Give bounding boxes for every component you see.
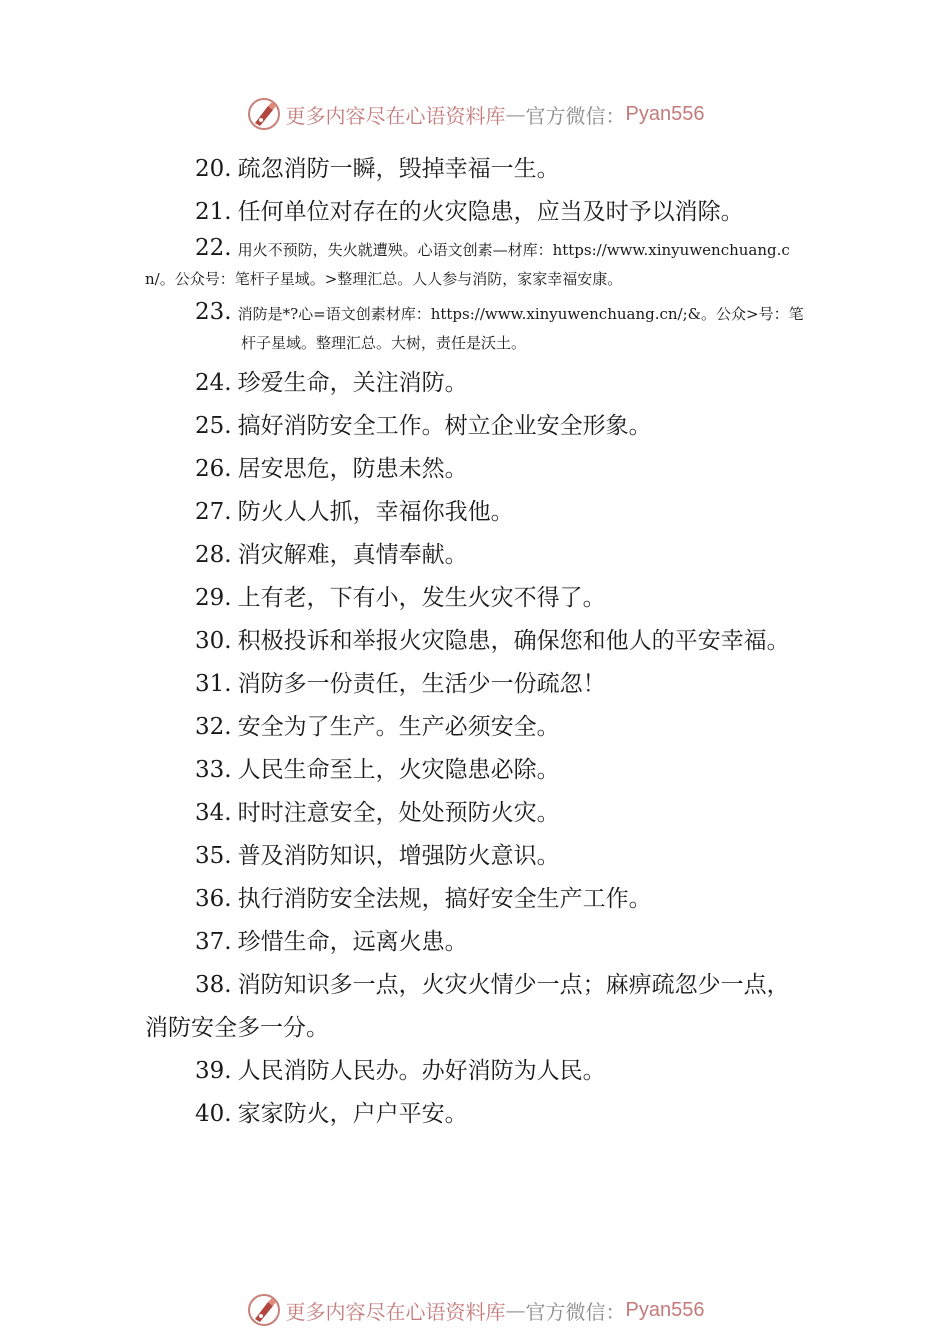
item-number: 31.	[195, 671, 232, 697]
item-number: 33.	[195, 757, 232, 783]
item-number: 20.	[195, 156, 232, 182]
item-text: 防火人人抓，幸福你我他。	[237, 499, 514, 525]
item-text: 人民消防人民办。办好消防为人民。	[237, 1058, 606, 1084]
item-number: 28.	[195, 542, 232, 568]
item-number: 22.	[195, 235, 232, 261]
list-item	[145, 878, 805, 921]
item-text: 搞好消防安全工作。树立企业安全形象。	[237, 413, 652, 439]
item-text: 时时注意安全，处处预防火灾。	[237, 800, 560, 826]
slogan-list	[145, 148, 805, 1136]
item-number: 38.	[195, 972, 232, 998]
item-text: 人民生命至上，火灾隐患必除。	[237, 757, 560, 783]
list-item	[145, 620, 805, 663]
list-item	[145, 234, 805, 294]
list-item	[145, 1050, 805, 1093]
brand-separator: —	[505, 102, 526, 126]
item-text: 消防多一份责任，生活少一份疏忽！	[237, 671, 606, 697]
item-number: 21.	[195, 199, 232, 225]
item-text: 疏忽消防一瞬，毁掉幸福一生。	[237, 156, 560, 182]
item-number: 25.	[195, 413, 232, 439]
item-number: 29.	[195, 585, 232, 611]
item-number: 24.	[195, 370, 232, 396]
list-item	[145, 835, 805, 878]
list-item	[145, 405, 805, 448]
wechat-id: Pyan556	[625, 102, 705, 125]
list-item	[145, 964, 805, 1050]
list-item	[145, 191, 805, 234]
list-item	[145, 148, 805, 191]
item-text: 珍惜生命，远离火患。	[237, 929, 468, 955]
item-text: 居安思危，防患未然。	[237, 456, 468, 482]
wechat-label: 官方微信：	[525, 1299, 626, 1324]
item-text: 积极投诉和举报火灾隐患，确保您和他人的平安幸福。	[237, 628, 790, 654]
item-number: 23.	[195, 299, 232, 325]
item-number: 34.	[195, 800, 232, 826]
list-item	[145, 921, 805, 964]
pen-nib-logo-icon	[246, 96, 282, 132]
header-brand-banner	[0, 94, 950, 134]
item-number: 26.	[195, 456, 232, 482]
item-text: 消灾解难，真情奉献。	[237, 542, 468, 568]
list-item	[145, 663, 805, 706]
item-text: 任何单位对存在的火灾隐患，应当及时予以消除。	[237, 199, 744, 225]
item-number: 40.	[195, 1101, 232, 1127]
brand-separator: —	[505, 1298, 526, 1322]
item-text: 普及消防知识，增强防火意识。	[237, 843, 560, 869]
item-number: 30.	[195, 628, 232, 654]
brand-title: 更多内容尽在心语资料库	[285, 1299, 506, 1324]
item-text: 珍爱生命，关注消防。	[237, 370, 468, 396]
item-text: 消防是*?心=语文创素材库：https://www.xinyuwenchuang.cn/;&。公众>号：笔杆子星域。整理汇总。大树，责任是沃土。	[237, 305, 804, 352]
list-item	[145, 792, 805, 835]
list-item	[145, 362, 805, 405]
brand-title: 更多内容尽在心语资料库	[285, 103, 506, 128]
item-number: 37.	[195, 929, 232, 955]
list-item	[145, 298, 805, 358]
list-item	[145, 534, 805, 577]
footer-brand-banner	[0, 1290, 950, 1330]
item-text: 家家防火，户户平安。	[237, 1101, 468, 1127]
wechat-label: 官方微信：	[525, 103, 626, 128]
item-number: 27.	[195, 499, 232, 525]
list-item	[145, 448, 805, 491]
item-text: 消防知识多一点，火灾火情少一点；麻痹疏忽少一点，消防安全多一分。	[145, 972, 790, 1041]
item-text: 用火不预防，失火就遭殃。心语文创素—材库：https://www.xinyuwenchuang.cn/。公众号：笔杆子星域。>整理汇总。人人参与消防，家家幸福安康。	[145, 241, 790, 288]
item-number: 39.	[195, 1058, 232, 1084]
pen-nib-logo-icon	[246, 1292, 282, 1328]
list-item	[145, 749, 805, 792]
wechat-id: Pyan556	[625, 1298, 705, 1321]
list-item	[145, 577, 805, 620]
item-number: 36.	[195, 886, 232, 912]
list-item	[145, 706, 805, 749]
item-text: 安全为了生产。生产必须安全。	[237, 714, 560, 740]
item-text: 上有老，下有小，发生火灾不得了。	[237, 585, 606, 611]
item-text: 执行消防安全法规，搞好安全生产工作。	[237, 886, 652, 912]
list-item	[145, 491, 805, 534]
item-number: 35.	[195, 843, 232, 869]
list-item	[145, 1093, 805, 1136]
item-number: 32.	[195, 714, 232, 740]
